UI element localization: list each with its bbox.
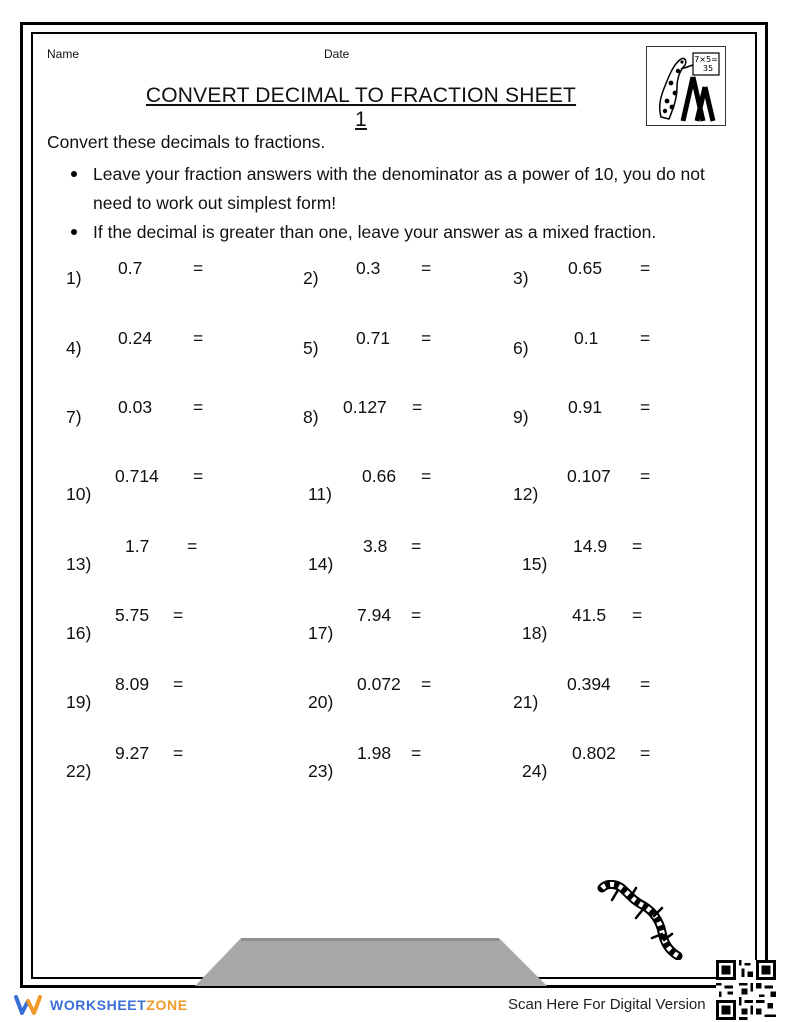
- question-decimal: 0.714: [115, 466, 159, 486]
- question-decimal: 0.394: [567, 674, 611, 694]
- equals-sign: =: [173, 743, 184, 763]
- question-decimal: 0.072: [357, 674, 401, 694]
- equals-sign: =: [193, 328, 204, 348]
- equals-sign: =: [640, 466, 651, 486]
- question-decimal: 14.9: [573, 536, 608, 556]
- worksheetzone-logo-icon: [14, 994, 42, 1016]
- question-decimal: 0.107: [567, 466, 611, 486]
- question-number: 11): [308, 484, 332, 504]
- qr-code-icon[interactable]: [716, 960, 776, 1020]
- question-decimal: 0.3: [356, 258, 381, 278]
- logo-equation-top: 7×5=: [694, 55, 718, 64]
- question-number: 12): [513, 484, 539, 504]
- equals-sign: =: [421, 466, 432, 486]
- question-number: 15): [522, 554, 548, 574]
- name-label: Name: [47, 47, 80, 61]
- worksheet-title: CONVERT DECIMAL TO FRACTION SHEET 1: [145, 84, 577, 131]
- equals-sign: =: [421, 328, 432, 348]
- equals-sign: =: [411, 536, 422, 556]
- question-decimal: 0.03: [118, 397, 153, 417]
- equals-sign: =: [640, 328, 651, 348]
- equals-sign: =: [640, 258, 651, 278]
- equals-sign: =: [632, 536, 643, 556]
- instruction-text: Leave your fraction answers with the denominator as a power of 10, you do not need to work out simplest form!: [93, 164, 705, 213]
- question-number: 6): [513, 338, 529, 358]
- equals-sign: =: [193, 258, 204, 278]
- equals-sign: =: [193, 397, 204, 417]
- question-number: 18): [522, 623, 548, 643]
- gray-ramp-decoration: [195, 938, 547, 986]
- equals-sign: =: [640, 743, 651, 763]
- instruction-text: If the decimal is greater than one, leave your answer as a mixed fraction.: [93, 222, 657, 242]
- equals-sign: =: [173, 674, 184, 694]
- question-decimal: 0.24: [118, 328, 153, 348]
- instruction-bullet: [47, 160, 747, 218]
- date-label: Date: [324, 47, 350, 61]
- equals-sign: =: [412, 397, 423, 417]
- worksheetzone-brand[interactable]: [14, 994, 188, 1016]
- question-number: 24): [522, 761, 548, 781]
- question-decimal: 1.7: [125, 536, 150, 556]
- question-number: 10): [66, 484, 92, 504]
- equals-sign: =: [421, 674, 432, 694]
- bullet-dot-icon: [71, 229, 77, 235]
- brand-worksheet: WORKSHEET: [50, 997, 147, 1013]
- question-number: 9): [513, 407, 529, 427]
- equals-sign: =: [640, 674, 651, 694]
- question-decimal: 41.5: [572, 605, 607, 625]
- question-number: 22): [66, 761, 92, 781]
- scan-digital-version-text: Scan Here For Digital Version: [508, 996, 706, 1013]
- question-number: 13): [66, 554, 92, 574]
- equals-sign: =: [187, 536, 198, 556]
- salamander-icon: [596, 880, 686, 960]
- math-salamander-logo: [646, 46, 726, 126]
- question-number: 8): [303, 407, 319, 427]
- question-decimal: 0.91: [568, 397, 603, 417]
- question-number: 20): [308, 692, 334, 712]
- question-number: 21): [513, 692, 539, 712]
- question-number: 2): [303, 268, 319, 288]
- question-decimal: 0.71: [356, 328, 391, 348]
- equals-sign: =: [632, 605, 643, 625]
- question-decimal: 5.75: [115, 605, 150, 625]
- question-number: 23): [308, 761, 334, 781]
- brand-name: [50, 997, 188, 1013]
- logo-equation-bottom: 35: [702, 64, 714, 73]
- equals-sign: =: [173, 605, 184, 625]
- brand-zone: ZONE: [146, 997, 188, 1013]
- question-number: 16): [66, 623, 92, 643]
- question-number: 19): [66, 692, 92, 712]
- question-decimal: 8.09: [115, 674, 150, 694]
- question-decimal: 0.127: [343, 397, 387, 417]
- question-decimal: 9.27: [115, 743, 150, 763]
- question-number: 1): [66, 268, 82, 288]
- instructions-intro: Convert these decimals to fractions.: [47, 132, 326, 152]
- question-number: 14): [308, 554, 334, 574]
- question-decimal: 0.65: [568, 258, 603, 278]
- equals-sign: =: [411, 605, 422, 625]
- question-number: 17): [308, 623, 334, 643]
- question-number: 4): [66, 338, 82, 358]
- question-number: 3): [513, 268, 529, 288]
- question-number: 5): [303, 338, 319, 358]
- equals-sign: =: [193, 466, 204, 486]
- question-decimal: 7.94: [357, 605, 392, 625]
- equals-sign: =: [421, 258, 432, 278]
- question-decimal: 0.1: [574, 328, 599, 348]
- question-decimal: 0.66: [362, 466, 397, 486]
- instructions-list: [47, 160, 747, 247]
- equals-sign: =: [411, 743, 422, 763]
- salamander-teacher-icon: [647, 47, 725, 125]
- question-decimal: 3.8: [363, 536, 388, 556]
- equals-sign: =: [640, 397, 651, 417]
- instruction-bullet: [47, 218, 747, 247]
- question-decimal: 0.7: [118, 258, 143, 278]
- question-decimal: 0.802: [572, 743, 616, 763]
- bullet-dot-icon: [71, 171, 77, 177]
- question-decimal: 1.98: [357, 743, 392, 763]
- question-number: 7): [66, 407, 82, 427]
